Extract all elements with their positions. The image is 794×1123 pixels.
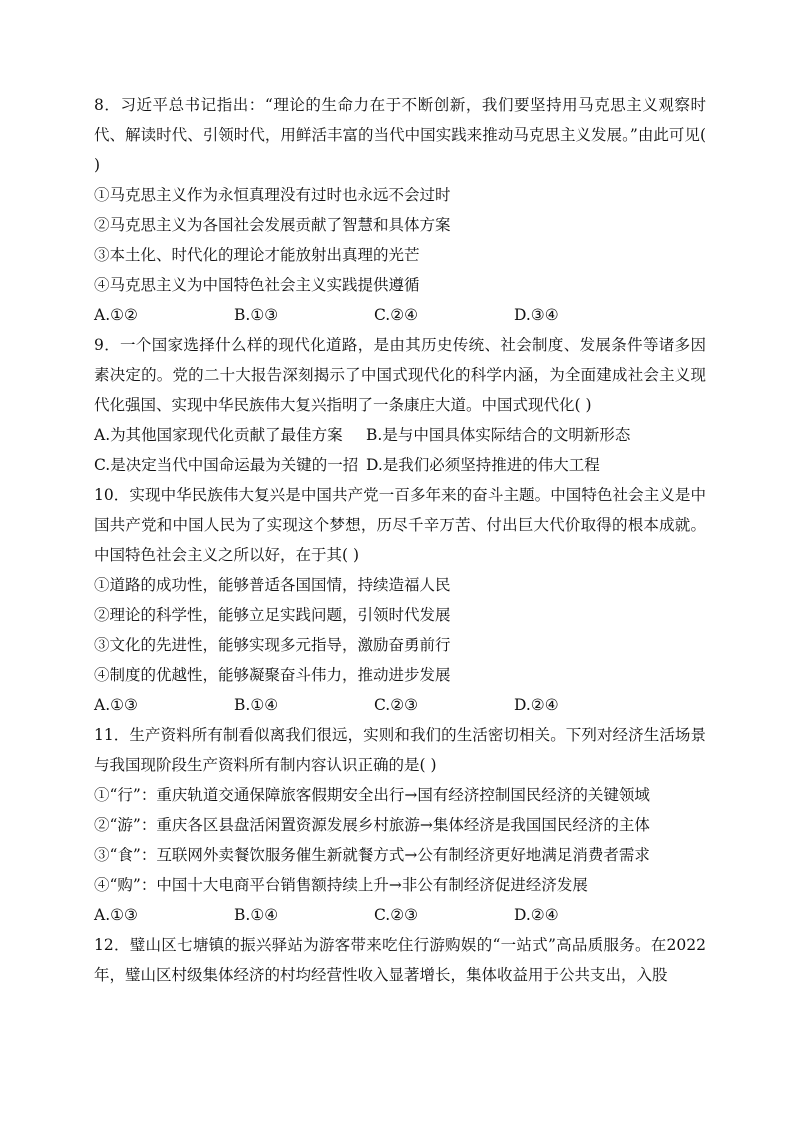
statement-item: ④“购”：中国十大电商平台销售额持续上升→非公有制经济促进经济发展: [94, 876, 588, 894]
answer-options: [94, 300, 706, 330]
answer-options-row-1: [94, 420, 706, 450]
statement-item: ④制度的优越性，能够凝聚奋斗伟力，推动进步发展: [94, 666, 451, 684]
option-c: C.②④: [374, 306, 419, 324]
question-stem: 11．生产资料所有制看似离我们很远，实则和我们的生活密切相关。下列对经济生活场景与我国现阶段生产资料所有制内容认识正确的是( ): [94, 726, 706, 774]
option-b: B.是与中国具体实际结合的文明新形态: [366, 426, 631, 444]
question-10: [94, 480, 706, 720]
statement-item: ③“食”：互联网外卖餐饮服务催生新就餐方式→公有制经济更好地满足消费者需求: [94, 846, 650, 864]
question-stem: 9．一个国家选择什么样的现代化道路，是由其历史传统、社会制度、发展条件等诸多因素决定的。党的二十大报告深刻揭示了中国式现代化的科学内涵，为全面建成社会主义现代化强国、实现中华民族伟大复兴指明了一条康庄大道。中国式现代化( ): [94, 336, 706, 414]
question-9: [94, 330, 706, 480]
answer-options-row-2: [94, 450, 706, 480]
answer-options: [94, 690, 706, 720]
option-d: D.②④: [514, 906, 559, 924]
question-11: [94, 720, 706, 930]
option-c: C.②③: [374, 906, 419, 924]
statement-item: ①“行”：重庆轨道交通保障旅客假期安全出行→国有经济控制国民经济的关键领域: [94, 786, 650, 804]
option-d: D.③④: [514, 306, 559, 324]
option-a: A.①②: [94, 306, 138, 324]
question-stem: 10．实现中华民族伟大复兴是中国共产党一百多年来的奋斗主题。中国特色社会主义是中国共产党和中国人民为了实现这个梦想，历尽千辛万苦、付出巨大代价取得的根本成就。中国特色社会主义之所以好，在于其( ): [94, 486, 706, 564]
option-c: C.②③: [374, 696, 419, 714]
statement-item: ③本土化、时代化的理论才能放射出真理的光芒: [94, 246, 420, 264]
statement-item: ②“游”：重庆各区县盘活闲置资源发展乡村旅游→集体经济是我国国民经济的主体: [94, 816, 650, 834]
question-8: [94, 90, 706, 330]
option-d: D.是我们必须坚持推进的伟大工程: [366, 456, 600, 474]
option-d: D.②④: [514, 696, 559, 714]
option-b: B.①④: [234, 906, 279, 924]
option-c: C.是决定当代中国命运最为关键的一招: [94, 456, 359, 474]
answer-options: [94, 900, 706, 930]
option-b: B.①④: [234, 696, 279, 714]
option-a: A.①③: [94, 696, 138, 714]
statement-item: ②马克思主义为各国社会发展贡献了智慧和具体方案: [94, 216, 451, 234]
statement-item: ①道路的成功性，能够普适各国国情，持续造福人民: [94, 576, 451, 594]
option-b: B.①③: [234, 306, 279, 324]
option-a: A.①③: [94, 906, 138, 924]
question-12: [94, 930, 706, 990]
statement-item: ③文化的先进性，能够实现多元指导，激励奋勇前行: [94, 636, 451, 654]
statement-item: ①马克思主义作为永恒真理没有过时也永远不会过时: [94, 186, 451, 204]
question-stem: 12．璧山区七塘镇的振兴驿站为游客带来吃住行游购娱的“一站式”高品质服务。在2022年，璧山区村级集体经济的村均经营性收入显著增长，集体收益用于公共支出，入股: [94, 936, 706, 984]
exam-page: [94, 90, 706, 990]
option-a: A.为其他国家现代化贡献了最佳方案: [94, 426, 343, 444]
statement-item: ②理论的科学性，能够立足实践问题，引领时代发展: [94, 606, 451, 624]
statement-item: ④马克思主义为中国特色社会主义实践提供遵循: [94, 276, 420, 294]
question-stem: 8．习近平总书记指出：“理论的生命力在于不断创新，我们要坚持用马克思主义观察时代、解读时代、引领时代，用鲜活丰富的当代中国实践来推动马克思主义发展。”由此可见( ): [94, 96, 706, 174]
